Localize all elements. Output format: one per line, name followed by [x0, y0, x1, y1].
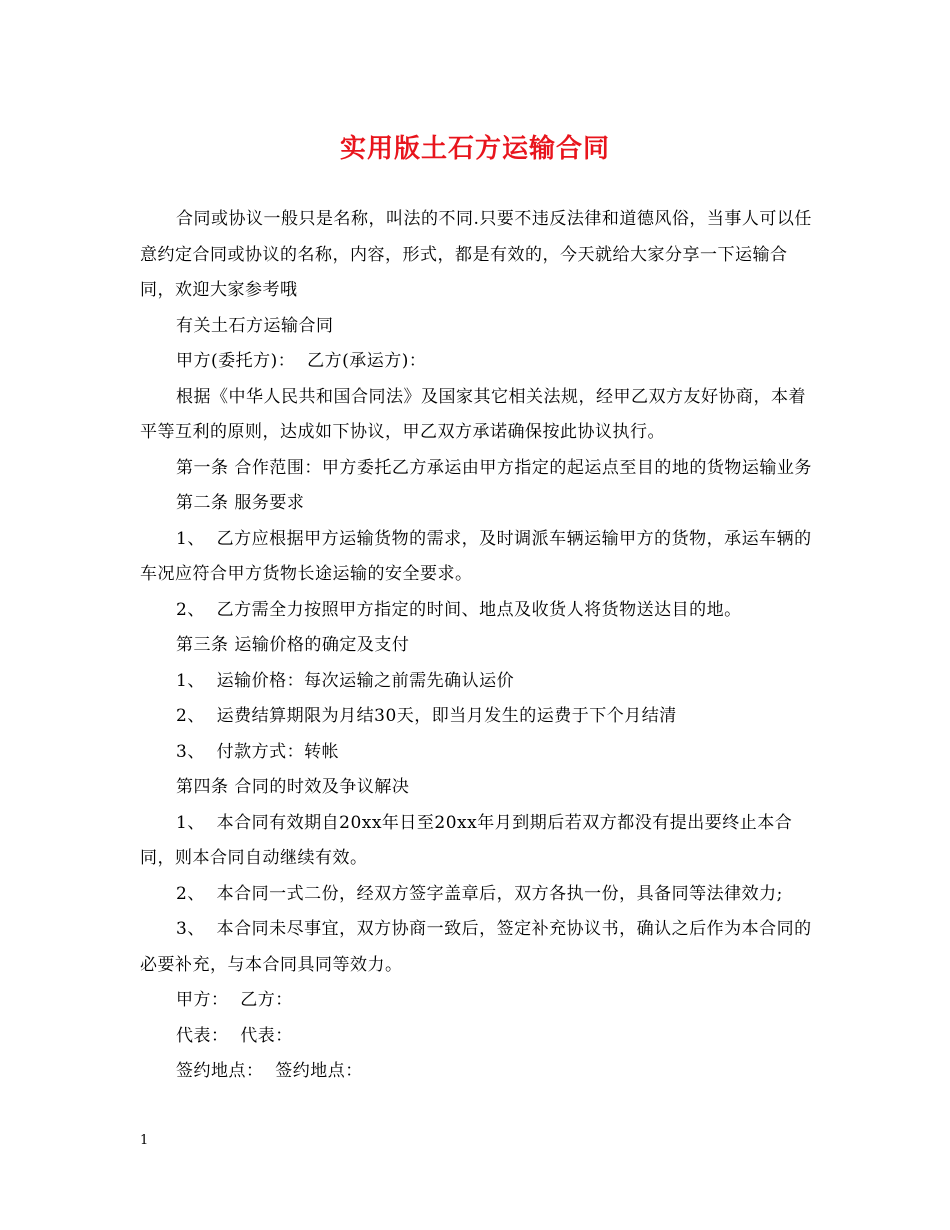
document-body: [140, 202, 812, 1090]
article-2-item-2: 2、 乙方需全力按照甲方指定的时间、地点及收货人将货物送达目的地。: [176, 599, 742, 620]
article-3-item-1: 1、 运输价格：每次运输之前需先确认运价: [176, 670, 515, 691]
article-4-heading: 第四条 合同的时效及争议解决: [176, 777, 410, 797]
preamble-paragraph: 根据《中华人民共和国合同法》及国家其它相关法规，经甲乙双方友好协商，本着平等互利的原则，达成如下协议，甲乙双方承诺确保按此协议执行。: [140, 386, 806, 442]
document-title: 实用版土石方运输合同: [339, 134, 610, 164]
article-2-heading: 第二条 服务要求: [176, 493, 305, 513]
signature-parties: 甲方： 乙方：: [176, 990, 293, 1010]
signature-representatives: 代表： 代表：: [176, 1025, 293, 1046]
article-4-item-1: 1、 本合同有效期自20xx年日至20xx年月到期后若双方都没有提出要终止本合同，则本合同自动继续有效。: [140, 812, 793, 868]
article-4-item-2: 2、 本合同一式二份，经双方签字盖章后，双方各执一份，具备同等法律效力;: [176, 883, 783, 904]
article-3-item-3: 3、 付款方式：转帐: [176, 741, 340, 762]
article-4-item-3: 3、 本合同未尽事宜，双方协商一致后，签定补充协议书，确认之后作为本合同的必要补充，与本合同具同等效力。: [140, 919, 812, 975]
intro-paragraph: 合同或协议一般只是名称，叫法的不同.只要不违反法律和道德风俗，当事人可以任意约定合同或协议的名称，内容，形式，都是有效的，今天就给大家分享一下运输合同，欢迎大家参考哦: [140, 209, 812, 300]
article-1: 第一条 合作范围：甲方委托乙方承运由甲方指定的起运点至目的地的货物运输业务: [176, 457, 812, 478]
article-3-heading: 第三条 运输价格的确定及支付: [176, 635, 410, 655]
parties-line: 甲方(委托方)： 乙方(承运方)：: [176, 351, 427, 371]
page-number: 1: [140, 1133, 149, 1148]
article-2-item-1: 1、 乙方应根据甲方运输货物的需求，及时调派车辆运输甲方的货物，承运车辆的车况应符合甲方货物长途运输的安全要求。: [140, 528, 812, 584]
contract-heading: 有关土石方运输合同: [176, 315, 334, 336]
signature-locations: 签约地点： 签约地点：: [176, 1061, 363, 1081]
article-3-item-2: 2、 运费结算期限为月结30天，即当月发生的运费于下个月结清: [176, 706, 677, 726]
